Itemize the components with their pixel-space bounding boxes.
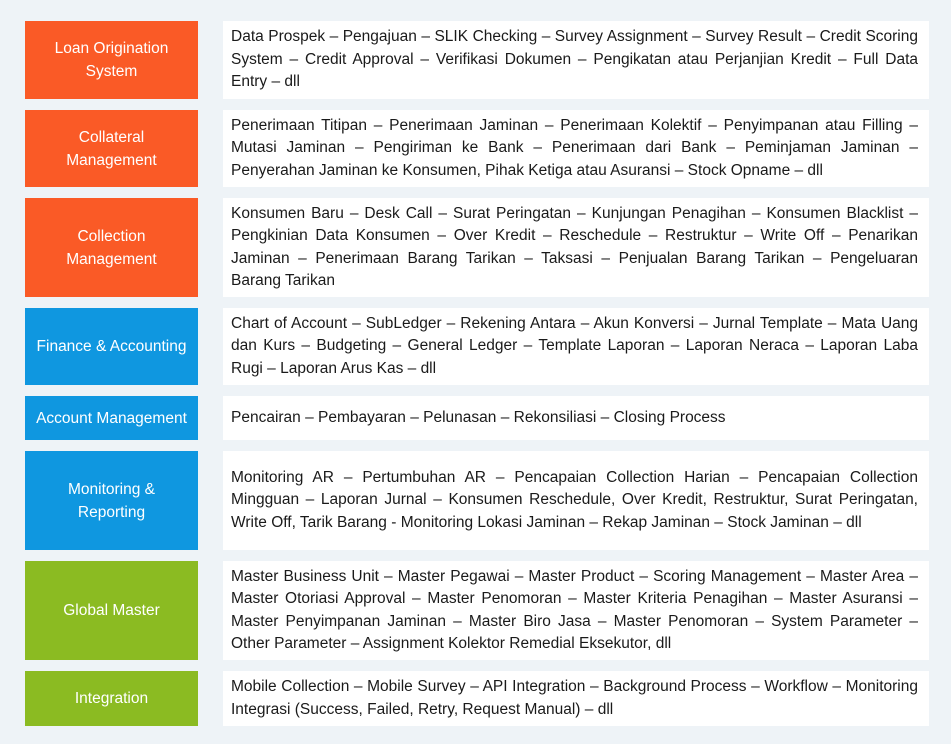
module-row-account-management [25,396,929,440]
module-description: Monitoring AR – Pertumbuhan AR – Pencapaian Collection Harian – Pencapaian Collection Mingguan – Laporan Jurnal – Konsumen Reschedule, Over Kredit, Restruktur, Surat Peringatan, Write Off, Tarik Barang - Monitoring Lokasi Jaminan – Rekap Jaminan – Stock Jaminan – dll [223,451,929,550]
module-description: Master Business Unit – Master Pegawai – Master Product – Scoring Management – Master Area – Master Otoriasi Approval – Master Penomoran – Master Kriteria Penagihan – Master Asuransi – Master Penyimpanan Jaminan – Master Biro Jasa – Master Penomoran – System Parameter – Other Parameter – Assignment Kolektor Remedial Eksekutor, dll [223,561,929,660]
module-row-global-master [25,561,929,660]
module-description: Mobile Collection – Mobile Survey – API Integration – Background Process – Workflow – Monitoring Integrasi (Success, Failed, Retry, Request Manual) – dll [223,671,929,726]
module-description: Pencairan – Pembayaran – Pelunasan – Rekonsiliasi – Closing Process [223,396,929,440]
module-row-collection-management [25,198,929,297]
module-label: Collateral Management [25,110,198,187]
module-row-monitoring-reporting [25,451,929,550]
module-description: Data Prospek – Pengajuan – SLIK Checking – Survey Assignment – Survey Result – Credit Scoring System – Credit Approval – Verifikasi Dokumen – Pengikatan atau Perjanjian Kredit – Full Data Entry – dll [223,21,929,99]
module-label: Integration [25,671,198,726]
module-description: Penerimaan Titipan – Penerimaan Jaminan – Penerimaan Kolektif – Penyimpanan atau Filling – Mutasi Jaminan – Pengiriman ke Bank – Penerimaan dari Bank – Peminjaman Jaminan – Penyerahan Jaminan ke Konsumen, Pihak Ketiga atau Asuransi – Stock Opname – dll [223,110,929,187]
module-label: Global Master [25,561,198,660]
module-label: Account Management [25,396,198,440]
module-description: Chart of Account – SubLedger – Rekening Antara – Akun Konversi – Jurnal Template – Mata Uang dan Kurs – Budgeting – General Ledger – Template Laporan – Laporan Neraca – Laporan Laba Rugi – Laporan Arus Kas – dll [223,308,929,385]
module-label: Monitoring & Reporting [25,451,198,550]
module-row-finance-accounting [25,308,929,385]
module-label: Collection Management [25,198,198,297]
module-label: Finance & Accounting [25,308,198,385]
module-row-loan-origination [25,21,929,99]
module-label: Loan Origination System [25,21,198,99]
module-diagram [25,21,929,726]
module-description: Konsumen Baru – Desk Call – Surat Peringatan – Kunjungan Penagihan – Konsumen Blacklist – Pengkinian Data Konsumen – Over Kredit – Reschedule – Restruktur – Write Off – Penarikan Jaminan – Penerimaan Barang Tarikan – Taksasi – Penjualan Barang Tarikan – Pengeluaran Barang Tarikan [223,198,929,297]
module-row-integration [25,671,929,726]
module-row-collateral-management [25,110,929,187]
